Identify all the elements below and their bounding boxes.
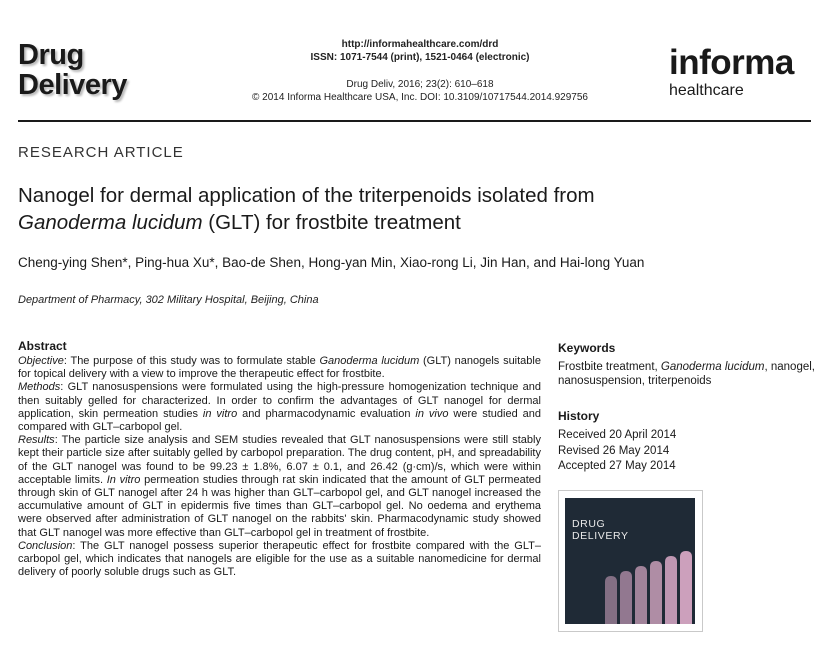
history-list [558, 428, 818, 475]
keywords-heading: Keywords [558, 341, 616, 355]
article-title-rest: (GLT) for frostbite treatment [202, 211, 461, 234]
results-label: Results [18, 434, 55, 447]
history-accepted: Accepted 27 May 2014 [558, 460, 676, 472]
keywords-text-b: , nanogel, nanosuspension, triterpenoids [558, 361, 815, 387]
objective-text-b: (GLT) nanogels suitable for topical delivery with a view to improve the therapeutic effect for frostbite. [18, 355, 541, 381]
abstract-results [18, 434, 541, 540]
publisher-sub: healthcare [669, 82, 744, 99]
journal-cover-art [565, 498, 695, 624]
cover-title-line1: DRUG [572, 518, 606, 530]
methods-in-vitro: in vitro [202, 407, 238, 420]
results-in-vitro: In vitro [106, 473, 141, 486]
methods-text-c: were studied and compared with GLT–carbopol gel. [18, 407, 541, 434]
abstract-methods [18, 381, 541, 434]
abstract-body [18, 355, 541, 579]
journal-header-info [230, 38, 610, 104]
cover-stripe [665, 556, 677, 624]
methods-text-b: and pharmacodynamic evaluation [237, 407, 416, 420]
objective-species: Ganoderma lucidum [319, 355, 420, 367]
abstract-objective [18, 355, 541, 381]
conclusion-label: Conclusion [18, 539, 73, 552]
article-affiliation: Department of Pharmacy, 302 Military Hospital, Beijing, China [18, 294, 319, 306]
journal-citation: Drug Deliv, 2016; 23(2): 610–618 [346, 79, 494, 90]
article-title-line1: Nanogel for dermal application of the triterpenoids isolated from [18, 184, 595, 207]
cover-stripes-graphic [565, 498, 695, 624]
keywords-species: Ganoderma lucidum [660, 361, 765, 373]
cover-stripe [620, 571, 632, 624]
journal-logo-line1: Drug [18, 39, 84, 71]
publisher-logo [669, 45, 819, 100]
history-heading: History [558, 409, 600, 423]
objective-text-a: : The purpose of this study was to formulate stable [63, 355, 320, 367]
methods-in-vivo: in vivo [415, 407, 449, 420]
conclusion-text: : The GLT nanogel possess superior therapeutic effect for frostbite compared with the GLT–carbopol gel, which indicates that nanogels are eligible for the use as a suitable nanomedicine for dermal delivery of poorly soluble drugs such as GLT. [18, 539, 541, 579]
abstract-conclusion [18, 540, 541, 580]
article-title [18, 182, 808, 236]
cover-stripe [680, 551, 692, 624]
keywords-text [558, 360, 818, 388]
journal-copyright: © 2014 Informa Healthcare USA, Inc. DOI: 10.3109/10717544.2014.929756 [252, 92, 588, 103]
journal-url[interactable]: http://informahealthcare.com/drd [341, 39, 499, 50]
journal-cover[interactable] [558, 490, 703, 632]
objective-label: Objective [18, 355, 64, 367]
results-text-b: permeation studies through rat skin indicated that the amount of GLT permeated through skin of GLT nanogel after 24 h was higher than GLT–carbopol gel, and GLT nanogel increased the accumulative amount of GLT in epidermis five times than GLT–carbopol gel. No oedema and erythema were observed after administration of GLT nanogel on the rabbits' skin. Pharmacodynamic study showed that GLT nanogel was more effective than GLT–carbopol gel in treatment of frostbite. [18, 473, 541, 539]
cover-stripe [605, 576, 617, 624]
journal-logo-line2: Delivery [18, 69, 127, 101]
cover-title-line2: DELIVERY [572, 530, 629, 542]
journal-logo [18, 40, 127, 100]
publisher-brand: informa [669, 43, 794, 82]
results-text-a: : The particle size analysis and SEM studies revealed that GLT nanosuspensions were still stably kept their particle size after suitably gelled by carbopol preparation. The drug content, pH, and spreadability of the GLT nanogel was found to be 99.23 ± 1.8%, 6.07 ± 0.1, and 26.42 (g·cm)/s, which were within acceptable limits. [18, 434, 541, 486]
cover-stripe [635, 566, 647, 624]
history-received: Received 20 April 2014 [558, 429, 677, 441]
article-title-species: Ganoderma lucidum [18, 211, 203, 234]
methods-label: Methods [18, 381, 61, 394]
article-title-line2 [18, 209, 808, 236]
cover-stripe [650, 561, 662, 624]
header-divider [18, 120, 811, 122]
journal-issn: ISSN: 1071-7544 (print), 1521-0464 (electronic) [310, 52, 530, 63]
article-authors: Cheng-ying Shen*, Ping-hua Xu*, Bao-de Shen, Hong-yan Min, Xiao-rong Li, Jin Han, and Hai-long Yuan [18, 255, 645, 270]
article-type: RESEARCH ARTICLE [18, 144, 184, 161]
methods-text-a: : GLT nanosuspensions were formulated using the high-pressure homogenization technique and then suitably gelled for characterized. In order to confirm the advantages of GLT nanogel for dermal application, skin permeation studies [18, 381, 541, 420]
history-revised: Revised 26 May 2014 [558, 444, 670, 457]
keywords-text-a: Frostbite treatment, [558, 361, 661, 373]
abstract-heading: Abstract [18, 339, 67, 353]
